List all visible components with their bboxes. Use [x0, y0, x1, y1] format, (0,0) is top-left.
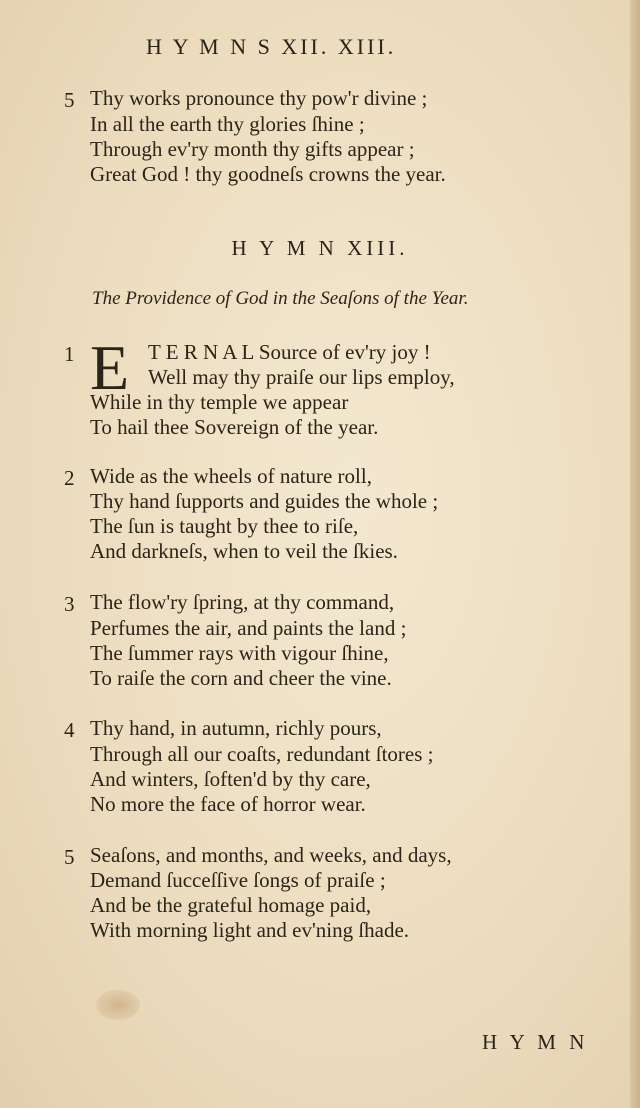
verse-line: The ſummer rays with vigour ſhine, — [90, 641, 389, 665]
verse-line: Thy hand, in autumn, richly pours, — [90, 716, 382, 740]
verse-line: Through ev'ry month thy gifts appear ; — [90, 137, 415, 161]
verse-line: No more the face of horror wear. — [90, 792, 366, 816]
drop-cap: E — [90, 332, 130, 403]
verse-line: Through all our coaſts, redundant ſtores ; — [90, 742, 434, 766]
verse-line: And darkneſs, when to veil the ſkies. — [90, 539, 398, 563]
hymn-subtitle: The Providence of God in the Seaſons of the Year. — [92, 288, 469, 309]
verse-line: And be the grateful homage paid, — [90, 893, 372, 917]
verse-line: Well may thy praiſe our lips employ, — [148, 365, 455, 389]
verse-line: And winters, ſoften'd by thy care, — [90, 767, 371, 791]
verse-line: To raiſe the corn and cheer the vine. — [90, 666, 392, 690]
paper-stain — [96, 990, 140, 1020]
verse-line: With morning light and ev'ning ſhade. — [90, 918, 410, 942]
verse-line: Seaſons, and months, and weeks, and days, — [90, 843, 452, 867]
stanza-number: 5 — [64, 845, 75, 869]
verse-line: The ſun is taught by thee to riſe, — [90, 514, 359, 538]
verse-line: While in thy temple we appear — [90, 390, 349, 414]
running-header: H Y M N S XII. XIII. — [146, 34, 397, 59]
verse-line: The flow'ry ſpring, at thy command, — [90, 590, 395, 614]
verse-line: Demand ſucceſſive ſongs of praiſe ; — [90, 868, 386, 892]
stanza-number: 3 — [64, 592, 75, 616]
stanza-number: 4 — [64, 718, 75, 742]
verse-line: Great God ! thy goodneſs crowns the year. — [90, 162, 446, 186]
verse-line: In all the earth thy glories ſhine ; — [90, 112, 365, 136]
verse-line: Perfumes the air, and paints the land ; — [90, 616, 407, 640]
verse-line: T E R N A L Source of ev'ry joy ! — [148, 340, 431, 364]
verse-line: Thy works pronounce thy pow'r divine ; — [90, 86, 428, 110]
hymn-title: H Y M N XIII. — [231, 236, 409, 260]
catchword: H Y M N — [482, 1030, 589, 1054]
verse-line: Wide as the wheels of nature roll, — [90, 464, 372, 488]
page-edge — [630, 0, 640, 1108]
stanza-number: 5 — [64, 88, 75, 112]
stanza-number: 1 — [64, 342, 75, 366]
stanza-number: 2 — [64, 466, 75, 490]
verse-line: Thy hand ſupports and guides the whole ; — [90, 489, 439, 513]
verse-line: To hail thee Sovereign of the year. — [90, 415, 379, 439]
